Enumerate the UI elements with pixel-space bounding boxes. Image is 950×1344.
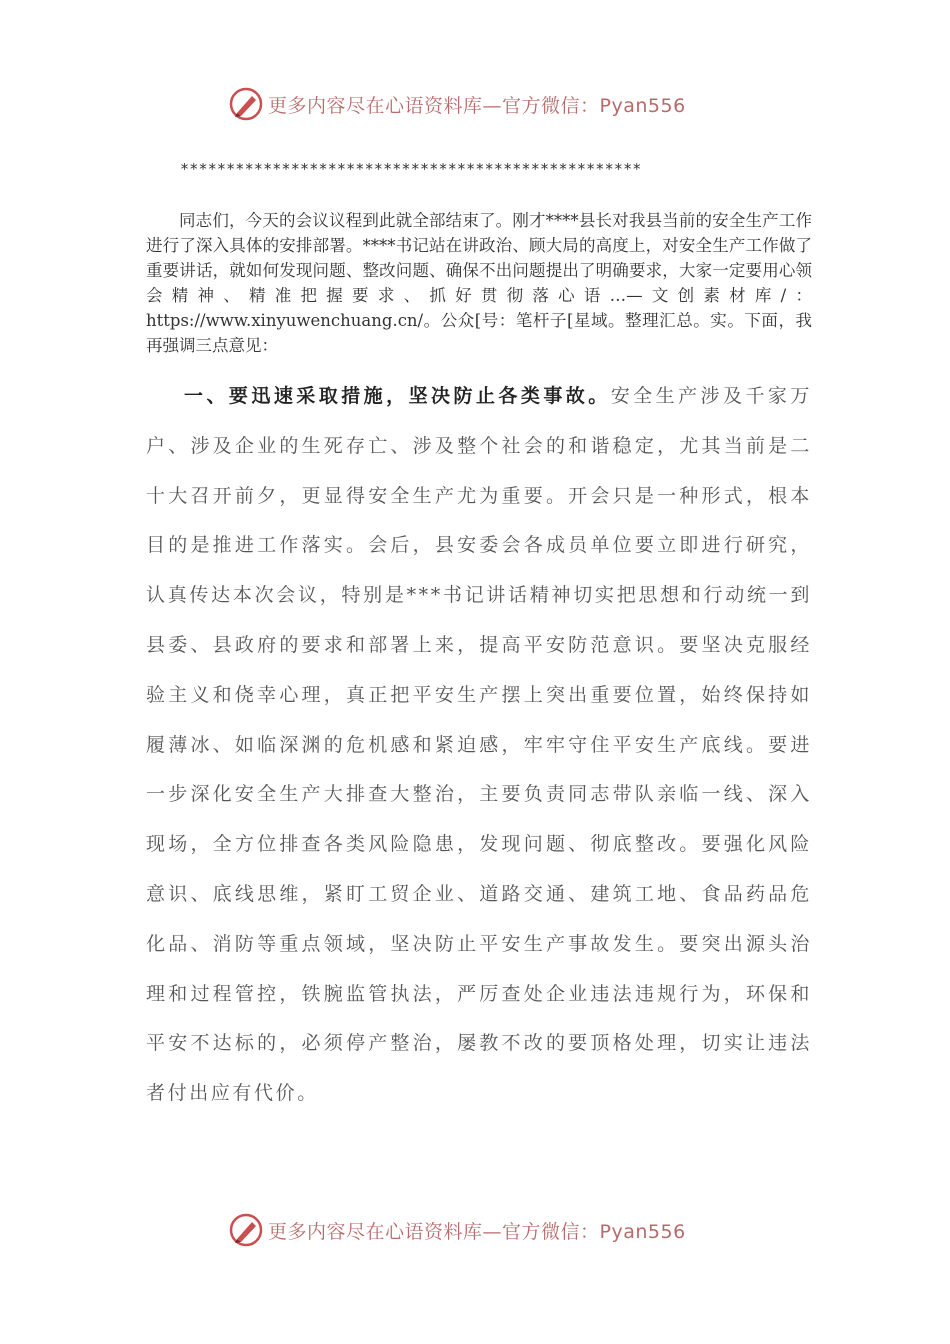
watermark-banner-bottom (228, 1210, 748, 1250)
watermark-banner-top (228, 84, 748, 124)
section-1-heading: 一、要迅速采取措施，坚决防止各类事故。 (184, 385, 611, 407)
watermark-text: 更多内容尽在心语资料库—官方微信：Pyan556 (268, 94, 686, 117)
separator-line: ************************************************** (180, 160, 642, 178)
watermark-text: 更多内容尽在心语资料库—官方微信：Pyan556 (268, 1220, 686, 1243)
pen-logo-icon (228, 1212, 264, 1248)
intro-paragraph: 同志们，今天的会议议程到此就全部结束了。刚才****县长对我县当前的安全生产工作进行了深入具体的安排部署。****书记站在讲政治、顾大局的高度上，对安全生产工作做了重要讲话，就如何发现问题、整改问题、确保不出问题提出了明确要求，大家一定要用心领会精神、精准把握要求、抓好贯彻落心语…—文创素材库/：https://www.xinyuwenchuang.cn/。公众[号：笔杆子[星域。整理汇总。实。下面，我再强调三点意见： (146, 211, 812, 355)
section-1-body: 安全生产涉及千家万户、涉及企业的生死存亡、涉及整个社会的和谐稳定，尤其当前是二十大召开前夕，更显得安全生产尤为重要。开会只是一种形式，根本目的是推进工作落实。会后，县安委会各成员单位要立即进行研究，认真传达本次会议，特别是***书记讲话精神切实把思想和行动统一到县委、县政府的要求和部署上来，提高平安防范意识。要坚决克服经验主义和侥幸心理，真正把平安生产摆上突出重要位置，始终保持如履薄冰、如临深渊的危机感和紧迫感，牢牢守住平安生产底线。要进一步深化安全生产大排查大整治，主要负责同志带队亲临一线、深入现场，全方位排查各类风险隐患，发现问题、彻底整改。要强化风险意识、底线思维，紧盯工贸企业、道路交通、建筑工地、食品药品危化品、消防等重点领域，坚决防止平安生产事故发生。要突出源头治理和过程管控，铁腕监管执法，严厉查处企业违法违规行为，环保和平安不达标的，必须停产整治，屡教不改的要顶格处理，切实让违法者付出应有代价。 (146, 385, 812, 1105)
section-1-paragraph (146, 372, 812, 1119)
pen-logo-icon (228, 86, 264, 122)
